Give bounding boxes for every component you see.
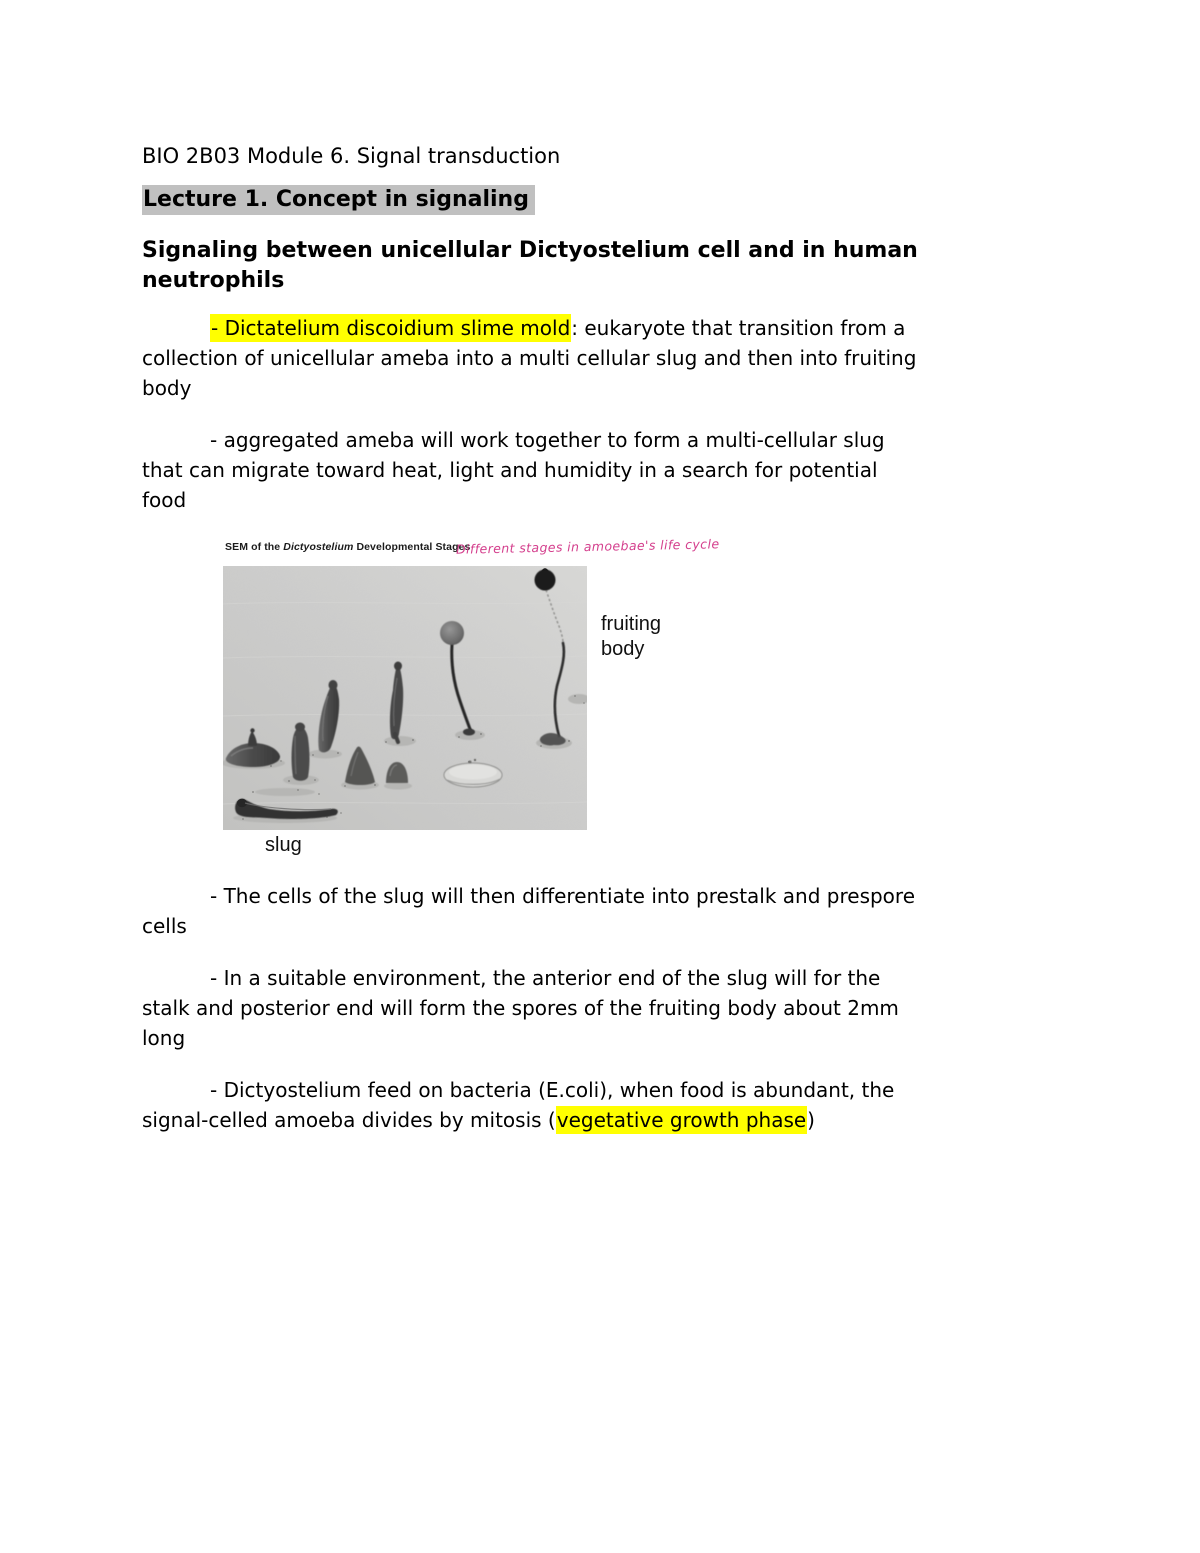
text-run: - The cells of the slug will then differentiate into prestalk and prespore	[210, 884, 916, 908]
paragraph-line	[142, 485, 1072, 515]
figure-caption	[225, 541, 470, 553]
paragraph-line	[142, 425, 1072, 455]
caption-italic-term: Dictyostelium	[283, 541, 354, 553]
document-content	[142, 143, 1072, 1157]
text-run: body	[142, 376, 192, 400]
paragraph-line	[142, 1075, 1072, 1105]
paragraph-line	[142, 373, 1072, 403]
paragraph-line	[142, 1105, 1072, 1135]
paragraph-line	[142, 343, 1072, 373]
section-heading-line: neutrophils	[142, 268, 285, 293]
text-run: - aggregated ameba will work together to form a multi-cellular slug	[210, 428, 885, 452]
text-run: collection of unicellular ameba into a multi cellular slug and then into fruiting	[142, 346, 917, 370]
text-run: cells	[142, 914, 187, 938]
paragraph-line	[142, 881, 1072, 911]
text-run: )	[807, 1108, 815, 1132]
doc-title: BIO 2B03 Module 6. Signal transduction	[142, 144, 561, 168]
paragraph	[142, 963, 1072, 1053]
sem-image-area	[223, 566, 703, 830]
paragraph	[142, 425, 1072, 515]
paragraph-line	[142, 455, 1072, 485]
paragraph-line	[142, 313, 1072, 343]
lecture-heading-highlight: Lecture 1. Concept in signaling	[142, 185, 535, 215]
paragraph	[142, 881, 1072, 941]
highlighted-text: - Dictatelium discoidium slime mold	[211, 316, 571, 340]
sem-figure	[223, 536, 720, 857]
paragraph-line	[142, 993, 1072, 1023]
section-heading	[142, 236, 1072, 296]
caption-suffix: Developmental Stages	[353, 541, 471, 553]
text-run: stalk and posterior end will form the spores of the fruiting body about 2mm	[142, 996, 899, 1020]
paragraph	[142, 313, 1072, 403]
paragraph-line	[142, 911, 1072, 941]
paragraph-line	[142, 963, 1072, 993]
text-run: long	[142, 1026, 186, 1050]
text-run: - Dictyostelium feed on bacteria (E.coli), when food is abundant, the	[210, 1078, 895, 1102]
paragraphs-before-figure	[142, 313, 1072, 515]
sem-photo	[223, 566, 587, 830]
paragraph-line	[142, 1023, 1072, 1053]
fruiting-body-label: fruiting body	[601, 613, 662, 660]
handwritten-annotation: Different stages in amoebae's life cycle	[455, 536, 720, 557]
paragraphs-after-figure	[142, 881, 1072, 1135]
paragraph	[142, 1075, 1072, 1135]
text-run: : eukaryote that transition from a	[571, 316, 906, 340]
figure-caption-row	[223, 536, 720, 561]
slug-label: slug	[265, 834, 302, 856]
text-run: food	[142, 488, 187, 512]
caption-prefix: SEM of the	[225, 541, 284, 553]
lecture-heading	[142, 185, 1072, 215]
highlighted-text: vegetative growth phase	[556, 1108, 807, 1132]
text-run: - In a suitable environment, the anterior end of the slug will for the	[210, 966, 881, 990]
text-run: that can migrate toward heat, light and humidity in a search for potential	[142, 458, 878, 482]
section-heading-line: Signaling between unicellular Dictyostelium cell and in human	[142, 238, 918, 263]
text-run: signal-celled amoeba divides by mitosis (	[142, 1108, 556, 1132]
